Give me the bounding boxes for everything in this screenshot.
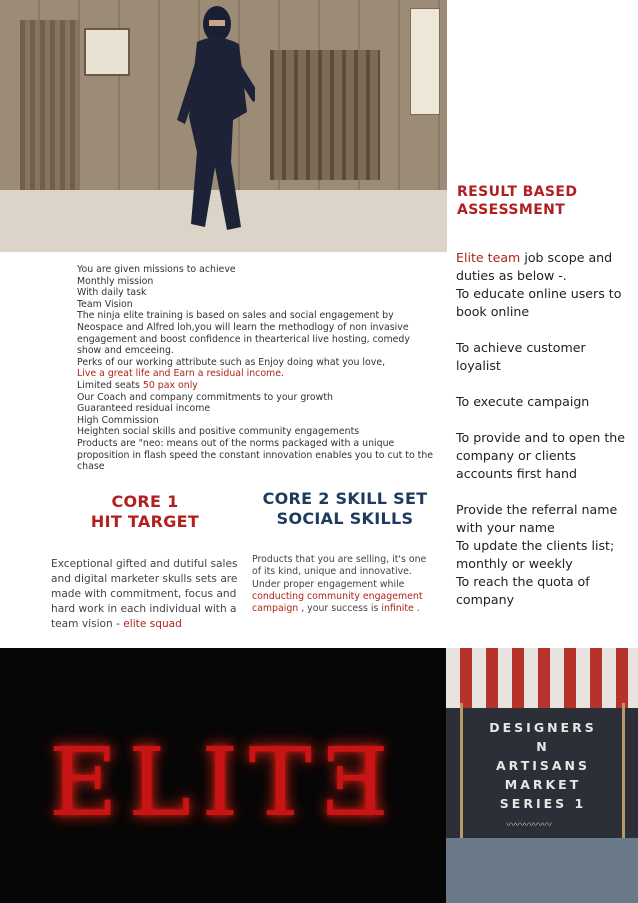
result-line: To reach the quota of company [456,574,590,607]
vertical-sign [410,8,440,115]
intro-line: Monthly mission [77,275,154,287]
market-label [468,718,618,813]
intro-line: Guaranteed residual income [77,403,211,415]
core1-highlight: elite squad [123,618,182,630]
core2-subtitle: SOCIAL SKILLS [276,509,414,528]
spacer [456,483,631,501]
core2-text: Products that you are selling, it's one of its kind, unique and innovative. Under proper engagement while [252,554,427,590]
zigzag-ornament: 〰〰〰〰〰 [506,820,551,831]
lattice-window [270,50,380,180]
core1-text: Exceptional gifted and dutiful sales and digital marketer skulls sets are made with commitment, focus and hard work in each individual with a team vision - [51,558,238,630]
core2-highlight: conducting community engagement campaign [252,590,423,615]
core2-heading [250,489,440,529]
seats-prefix: Limited seats [77,379,143,391]
core1-title: CORE 1 [111,492,179,511]
intro-line: Heighten social skills and positive community engagements [77,426,360,438]
spacer [456,411,631,429]
intro-highlight: Live a great life and Earn a residual income. [77,368,284,380]
core1-heading [80,492,210,532]
stall-floor [446,838,638,903]
core2-title: CORE 2 SKILL SET [262,489,428,508]
core2-description [252,554,427,615]
wooden-door [20,20,80,190]
spacer [456,375,631,393]
intro-line: Products are "neo: means out of the norms packaged with a unique proposition in flash speed the constant innovation enables you to cut to the chase [77,437,434,473]
elite-logo-text: ELITƎ [48,728,402,838]
core2-text: . [413,603,420,615]
striped-canopy [446,648,638,708]
intro-text-block [77,264,437,473]
hero-photo [0,0,447,252]
result-heading [457,183,617,219]
intro-line: You are given missions to achieve [77,264,236,275]
intro-line: High Commission [77,414,159,426]
intro-line: Our Coach and company commitments to your growth [77,391,333,403]
intro-line: The ninja elite training is based on sales and social engagement by Neospace and Alfred loh,you will learn the methodlogy of non invasive engagement and boost confidence in thearterical live hosting, comedy show and emceeing. [77,310,410,357]
market-line: MARKET [504,777,582,792]
intro-line: Perks of our working attribute such as Enjoy doing what you love, [77,356,386,368]
result-line: To update the clients list; monthly or weekly [456,538,615,571]
result-line: To execute campaign [456,394,590,409]
market-banner [446,648,638,903]
market-line: DESIGNERS [489,720,597,735]
result-intro-highlight: Elite team [456,250,521,265]
market-line: SERIES 1 [499,796,587,811]
intro-line: With daily task [77,287,147,299]
market-line: N [536,739,550,754]
market-line: ARTISANS [495,758,591,773]
ninja-figure [175,2,255,237]
elite-banner [0,648,446,903]
core1-description [51,557,241,632]
result-intro-text: job scope and duties as below -. [456,250,613,283]
core2-highlight: infinite [381,603,414,615]
result-intro [456,249,631,285]
seats-value: 50 pax only [142,379,198,391]
result-line: To achieve customer loyalist [456,340,586,373]
hanging-sign [84,28,130,76]
intro-seats-line [77,380,437,392]
core1-subtitle: HIT TARGET [90,512,200,531]
result-subtitle: ASSESSMENT [457,202,566,218]
intro-line: Team Vision [77,298,133,310]
result-line: Provide the referral name with your name [456,502,618,535]
result-body [456,249,631,609]
result-line: To provide and to open the company or clients accounts first hand [456,430,625,481]
result-line: To educate online users to book online [456,286,622,319]
result-title: RESULT BASED [457,184,578,200]
core2-text: , your success is [298,603,382,615]
spacer [456,321,631,339]
